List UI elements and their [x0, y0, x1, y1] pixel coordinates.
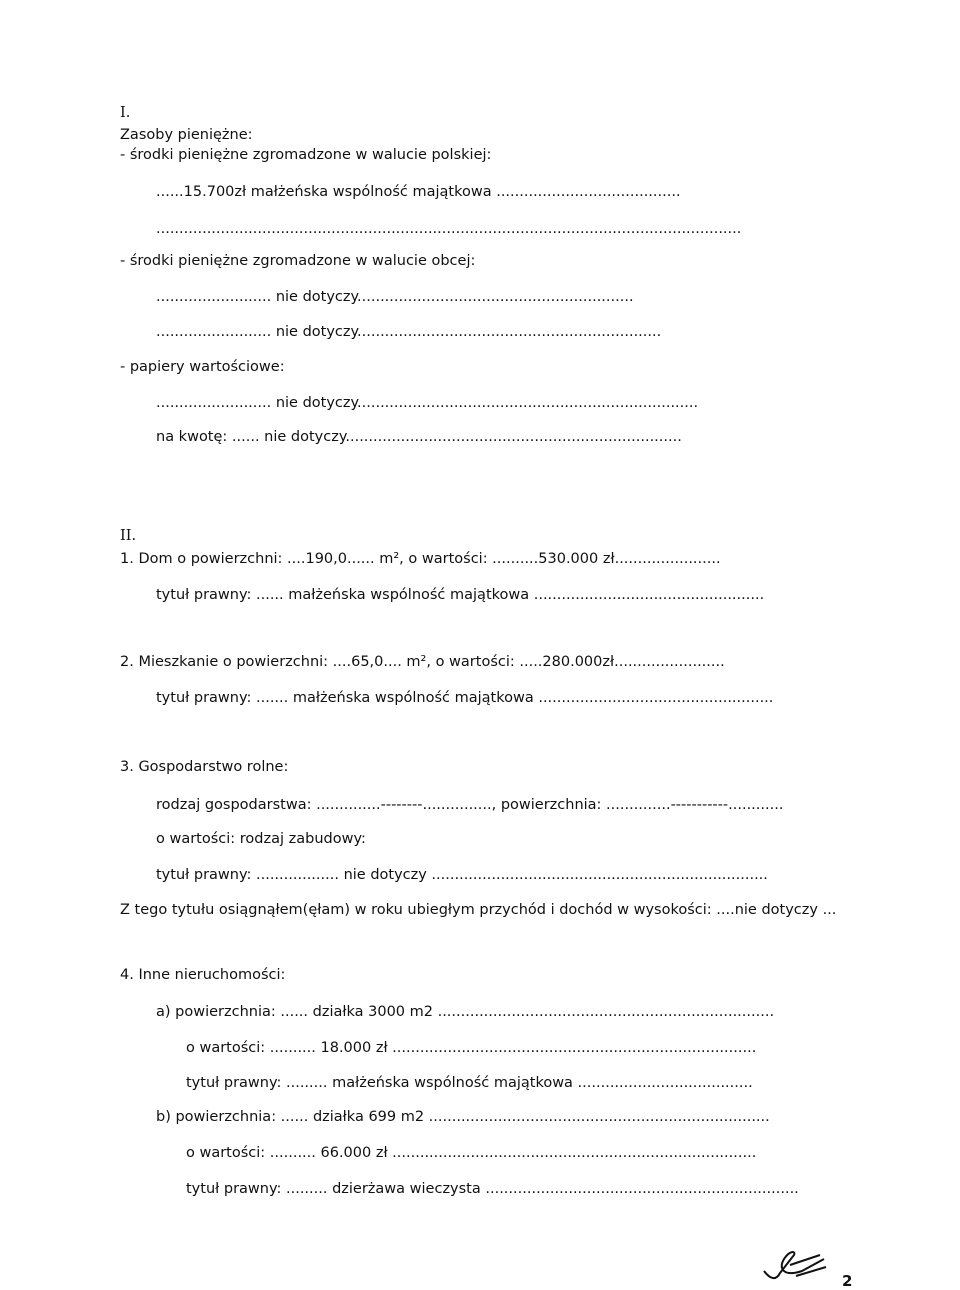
farm-legal-title: tytuł prawny: .................. nie dotyczy ......................................................................... [156, 867, 768, 883]
farm-value-line: o wartości: rodzaj zabudowy: [156, 831, 366, 847]
section-1-title: Zasoby pieniężne: [120, 127, 253, 143]
foreign-funds-label: - środki pieniężne zgromadzone w walucie obcej: [120, 253, 476, 269]
section-1-heading: I. [120, 105, 131, 121]
securities-label: - papiery wartościowe: [120, 359, 285, 375]
foreign-funds-line-1: ......................... nie dotyczy............................................................ [156, 289, 634, 305]
property-a-legal-title: tytuł prawny: ......... małżeńska wspólność majątkowa ...................................... [186, 1075, 753, 1091]
apartment-legal-title: tytuł prawny: ....... małżeńska wspólność majątkowa ................................................... [156, 690, 774, 706]
house-legal-title: tytuł prawny: ...... małżeńska wspólność majątkowa .................................................. [156, 587, 765, 603]
pln-funds-value: ......15.700zł małżeńska wspólność majątkowa ........................................ [156, 184, 681, 200]
pln-funds-continuation: ............................................................................................................................... [156, 221, 742, 237]
property-a-area: a) powierzchnia: ...... działka 3000 m2 ......................................................................... [156, 1004, 775, 1020]
farm-income-line: Z tego tytułu osiągnąłem(ęłam) w roku ubiegłym przychód i dochód w wysokości: ....nie dotyczy ... [120, 902, 837, 918]
farm-kind-line: rodzaj gospodarstwa: ..............--------..............., powierzchnia: ..............-----------............ [156, 797, 784, 813]
house-line: 1. Dom o powierzchni: ....190,0...... m², o wartości: ..........530.000 zł....................... [120, 551, 721, 567]
handwritten-signature [760, 1245, 830, 1283]
pln-funds-label: - środki pieniężne zgromadzone w walucie polskiej: [120, 147, 492, 163]
page-number: 2 [842, 1272, 853, 1290]
section-2-heading: II. [120, 528, 137, 544]
securities-amount-line: na kwotę: ...... nie dotyczy......................................................................... [156, 429, 682, 445]
foreign-funds-line-2: ......................... nie dotyczy.................................................................. [156, 324, 662, 340]
property-b-area: b) powierzchnia: ...... działka 699 m2 .......................................................................... [156, 1109, 770, 1125]
property-a-value: o wartości: .......... 18.000 zł ............................................................................... [186, 1040, 757, 1056]
property-b-value: o wartości: .......... 66.000 zł ............................................................................... [186, 1145, 757, 1161]
farm-line: 3. Gospodarstwo rolne: [120, 759, 289, 775]
securities-line: ......................... nie dotyczy.......................................................................... [156, 395, 699, 411]
property-b-legal-title: tytuł prawny: ......... dzierżawa wieczysta .................................................................... [186, 1181, 799, 1197]
apartment-line: 2. Mieszkanie o powierzchni: ....65,0.... m², o wartości: .....280.000zł........................ [120, 654, 725, 670]
other-property-line: 4. Inne nieruchomości: [120, 967, 286, 983]
